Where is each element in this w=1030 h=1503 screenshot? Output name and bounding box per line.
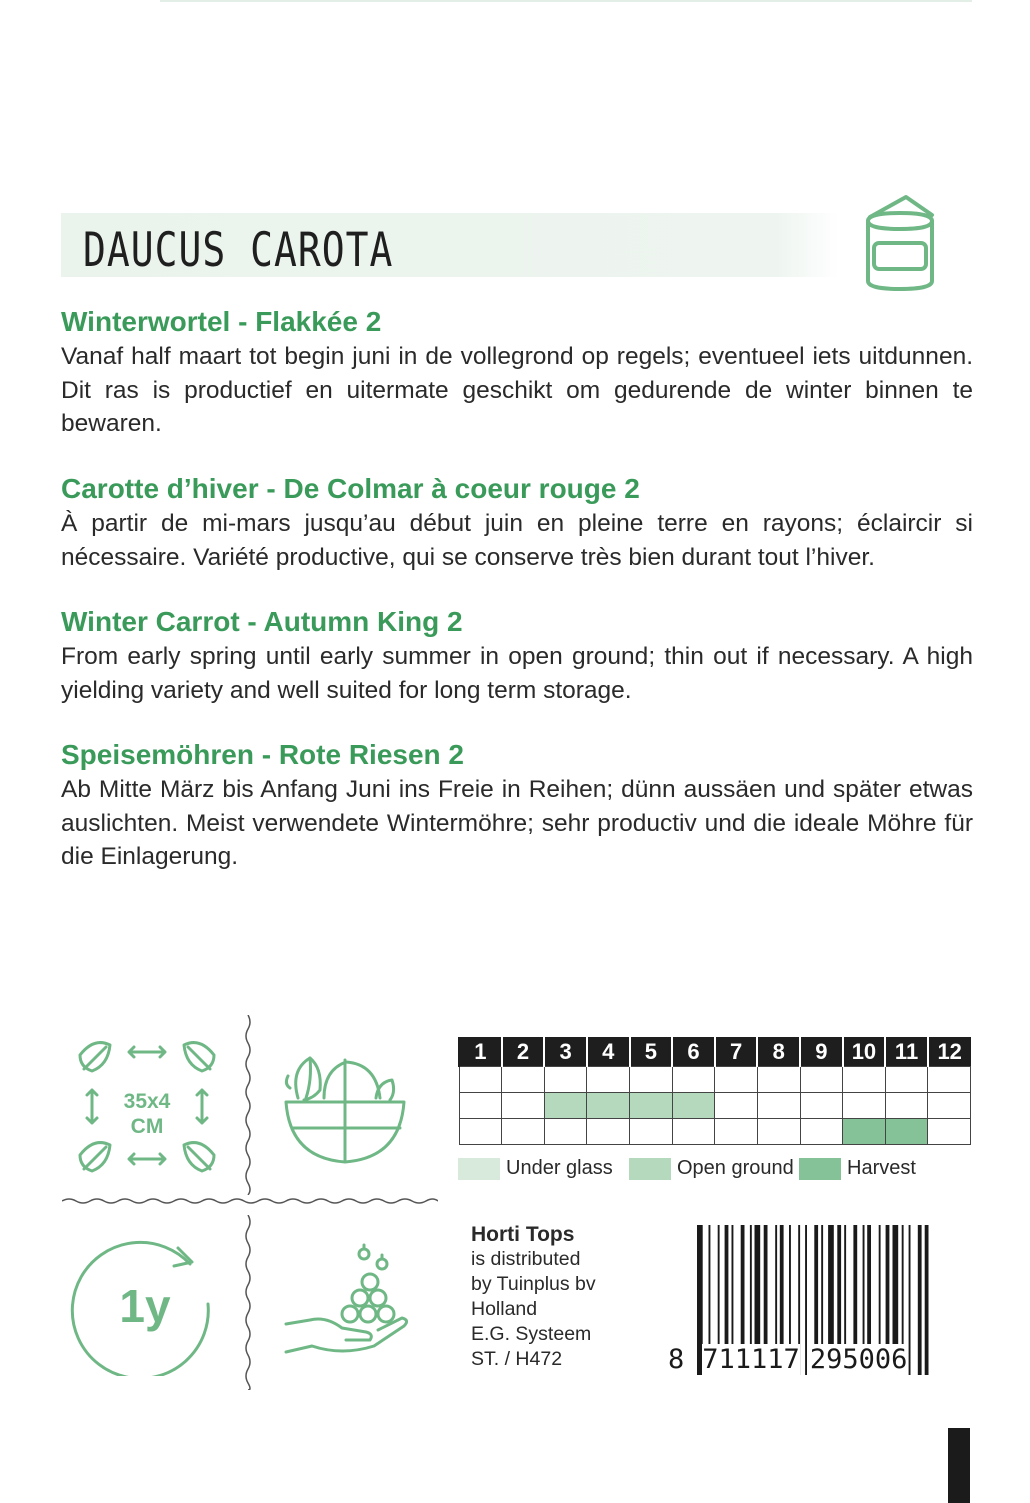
calendar-cell bbox=[885, 1119, 928, 1145]
legend-label: Harvest bbox=[847, 1157, 916, 1179]
variety-title: Winterwortel - Flakkée 2 bbox=[61, 306, 382, 337]
brand-name: Horti Tops bbox=[471, 1223, 575, 1246]
calendar-row bbox=[459, 1119, 971, 1145]
registration-mark bbox=[948, 1428, 970, 1503]
calendar-legend bbox=[458, 1157, 972, 1183]
divider-squiggle bbox=[62, 1196, 438, 1206]
top-rule bbox=[160, 0, 972, 2]
variety-section-nl bbox=[61, 304, 973, 441]
month-header: 12 bbox=[928, 1037, 971, 1067]
calendar-cell bbox=[672, 1093, 715, 1119]
calendar-cell bbox=[757, 1093, 800, 1119]
distributor-line: ST. / H472 bbox=[471, 1348, 563, 1370]
month-header: 3 bbox=[544, 1037, 587, 1067]
calendar-cell bbox=[843, 1067, 886, 1093]
calendar-cell bbox=[715, 1119, 758, 1145]
legend-item-under-glass bbox=[458, 1157, 613, 1180]
variety-section-en bbox=[61, 604, 973, 707]
variety-description: À partir de mi-mars jusqu’au début juin en pleine terre en rayons; éclaircir si nécessaire. Variété productive, qui se conserve très bien durant tout l’hiver. bbox=[61, 510, 973, 571]
can-icon bbox=[862, 193, 942, 293]
calendar-cell bbox=[459, 1119, 502, 1145]
variety-title: Carotte d’hiver - De Colmar à coeur rouge 2 bbox=[61, 473, 640, 504]
calendar-cell bbox=[587, 1119, 630, 1145]
calendar-cell bbox=[800, 1093, 843, 1119]
calendar-cell bbox=[928, 1067, 971, 1093]
calendar-cell bbox=[800, 1067, 843, 1093]
barcode-digits-right: 295006 bbox=[809, 1344, 908, 1375]
month-header: 2 bbox=[502, 1037, 545, 1067]
month-header: 6 bbox=[672, 1037, 715, 1067]
calendar-month-row bbox=[459, 1037, 971, 1067]
calendar-cell bbox=[928, 1119, 971, 1145]
spacing-unit: CM bbox=[130, 1115, 164, 1138]
month-header: 5 bbox=[630, 1037, 673, 1067]
divider-squiggle bbox=[243, 1015, 253, 1195]
calendar-cell bbox=[587, 1093, 630, 1119]
calendar-cell bbox=[672, 1067, 715, 1093]
plant-spacing-icon bbox=[72, 1035, 222, 1175]
calendar-cell bbox=[715, 1067, 758, 1093]
calendar-cell bbox=[672, 1119, 715, 1145]
lifecycle-icon bbox=[70, 1226, 220, 1376]
yield-hand-icon bbox=[282, 1240, 412, 1365]
month-header: 8 bbox=[757, 1037, 800, 1067]
calendar-cell bbox=[843, 1093, 886, 1119]
calendar-cell bbox=[715, 1093, 758, 1119]
barcode-number bbox=[668, 1344, 907, 1375]
calendar-cell bbox=[459, 1067, 502, 1093]
legend-swatch bbox=[458, 1158, 500, 1180]
variety-description: Ab Mitte März bis Anfang Juni ins Freie in Reihen; dünn aussäen und später etwas auslichten. Meist verwendete Wintermöhre; sehr productiv und die ideale Möhre für die Einlagerung. bbox=[61, 776, 973, 870]
legend-swatch bbox=[799, 1158, 841, 1180]
barcode-bar bbox=[909, 1225, 911, 1375]
calendar-cell bbox=[885, 1093, 928, 1119]
legend-item-harvest bbox=[799, 1157, 916, 1180]
lifecycle-value: 1y bbox=[119, 1280, 171, 1332]
month-header: 4 bbox=[587, 1037, 630, 1067]
variety-title: Winter Carrot - Autumn King 2 bbox=[61, 606, 463, 637]
month-header: 10 bbox=[843, 1037, 886, 1067]
month-header: 11 bbox=[885, 1037, 928, 1067]
variety-section-de bbox=[61, 737, 973, 874]
calendar-cell bbox=[544, 1093, 587, 1119]
calendar-cell bbox=[502, 1093, 545, 1119]
harvest-bowl-icon bbox=[280, 1040, 410, 1170]
distributor-line: by Tuinplus bv bbox=[471, 1273, 596, 1295]
month-header: 1 bbox=[459, 1037, 502, 1067]
calendar-cell bbox=[544, 1067, 587, 1093]
calendar-cell bbox=[630, 1119, 673, 1145]
spacing-value: 35x4 bbox=[123, 1090, 171, 1113]
calendar-table bbox=[458, 1037, 971, 1145]
distributor-line: Holland bbox=[471, 1298, 538, 1320]
distributor-line: is distributed bbox=[471, 1248, 581, 1270]
calendar-cell bbox=[544, 1119, 587, 1145]
calendar-cell bbox=[459, 1093, 502, 1119]
legend-swatch bbox=[629, 1158, 671, 1180]
calendar-cell bbox=[843, 1119, 886, 1145]
calendar-cell bbox=[757, 1067, 800, 1093]
distributor-info bbox=[471, 1222, 596, 1372]
calendar-cell bbox=[800, 1119, 843, 1145]
calendar-cell bbox=[630, 1093, 673, 1119]
variety-title: Speisemöhren - Rote Riesen 2 bbox=[61, 739, 465, 770]
calendar-row bbox=[459, 1067, 971, 1093]
barcode-digits-left: 711117 bbox=[702, 1344, 800, 1375]
calendar-cell bbox=[757, 1119, 800, 1145]
sowing-calendar bbox=[458, 1037, 972, 1145]
variety-description: From early spring until early summer in open ground; thin out if necessary. A high yielding variety and well suited for long term storage. bbox=[61, 643, 973, 704]
calendar-row bbox=[459, 1093, 971, 1119]
variety-section-fr bbox=[61, 471, 973, 574]
barcode-bar bbox=[918, 1225, 922, 1375]
legend-label: Open ground bbox=[677, 1157, 794, 1179]
distributor-line: E.G. Systeem bbox=[471, 1323, 592, 1345]
month-header: 7 bbox=[715, 1037, 758, 1067]
calendar-cell bbox=[630, 1067, 673, 1093]
variety-description: Vanaf half maart tot begin juni in de vollegrond op regels; eventueel iets uitdunnen. Dit ras is productief en uitermate geschikt om gedurende de winter binnen te bewaren. bbox=[61, 343, 973, 437]
latin-name: DAUCUS CAROTA bbox=[83, 222, 394, 277]
barcode-bar bbox=[925, 1225, 929, 1375]
barcode-digit-first: 8 bbox=[668, 1344, 685, 1375]
calendar-cell bbox=[502, 1067, 545, 1093]
legend-label: Under glass bbox=[506, 1157, 613, 1179]
divider-squiggle bbox=[243, 1215, 253, 1390]
legend-item-open-ground bbox=[629, 1157, 794, 1180]
calendar-cell bbox=[885, 1067, 928, 1093]
calendar-cell bbox=[587, 1067, 630, 1093]
calendar-cell bbox=[502, 1119, 545, 1145]
month-header: 9 bbox=[800, 1037, 843, 1067]
calendar-cell bbox=[928, 1093, 971, 1119]
